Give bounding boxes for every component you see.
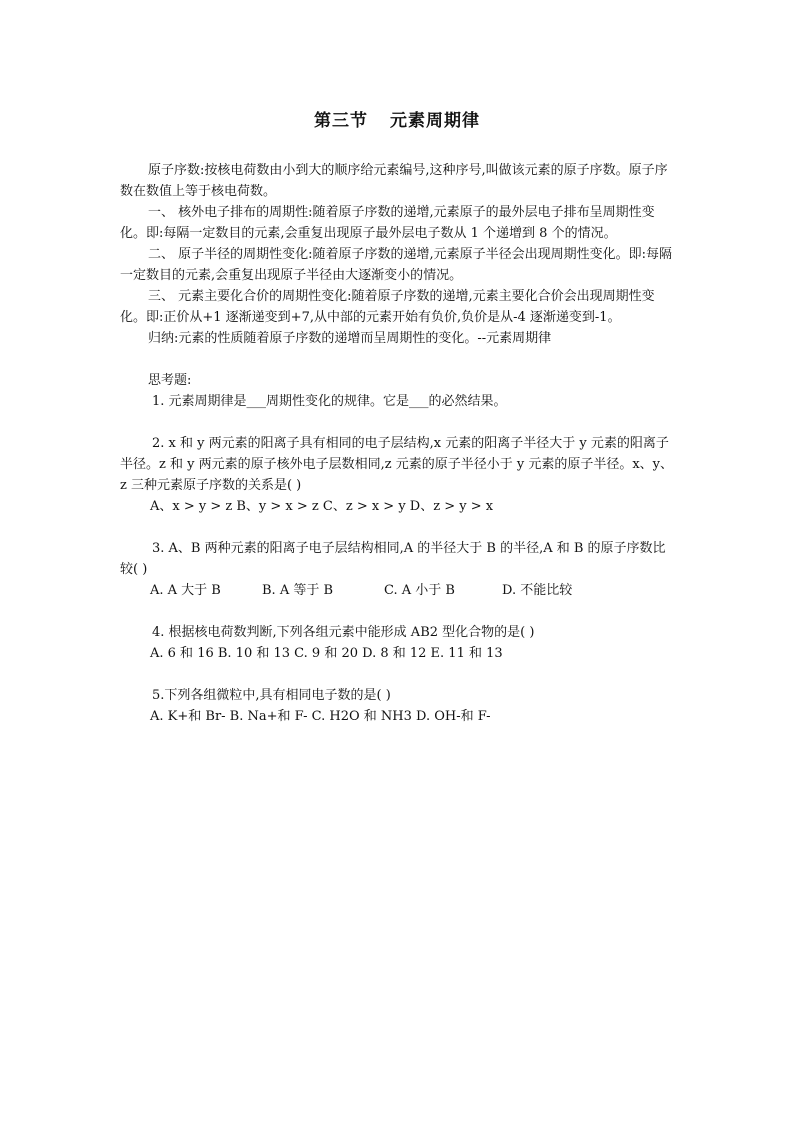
summary-paragraph: 归纳:元素的性质随着原子序数的递增而呈周期性的变化。--元素周期律 bbox=[148, 331, 552, 346]
question-1: 1. 元素周期律是___周期性变化的规律。它是___的必然结果。 bbox=[152, 394, 507, 409]
question-3-option-b: B. A 等于 B bbox=[262, 583, 334, 598]
question-2: 2. x 和 y 两元素的阳离子具有相同的电子层结构,x 元素的阳离子半径大于 y 元素的阳离子半径。z 和 y 两元素的原子核外电子层数相同,z 元素的原子半径小于 y 元素的原子半径。x、y、z 三种元素原子序数的关系是( ) bbox=[120, 436, 673, 493]
question-4: 4. 根据核电荷数判断,下列各组元素中能形成 AB2 型化合物的是( ) bbox=[152, 625, 535, 640]
question-3-option-c: C. A 小于 B bbox=[384, 583, 455, 598]
question-3-option-a: A. A 大于 B bbox=[150, 583, 221, 598]
intro-paragraph-3: 二、 原子半径的周期性变化:随着原子序数的递增,元素原子半径会出现周期性变化。即:每隔一定数目的元素,会重复出现原子半径由大逐渐变小的情况。 bbox=[120, 247, 673, 283]
page-title bbox=[0, 106, 794, 131]
question-5-options: A. K+和 Br- B. Na+和 F- C. H2O 和 NH3 D. OH-和 F- bbox=[150, 709, 491, 724]
question-5: 5.下列各组微粒中,具有相同电子数的是( ) bbox=[152, 688, 391, 703]
title-section: 第三节 bbox=[314, 111, 368, 131]
title-topic: 元素周期律 bbox=[390, 111, 480, 131]
intro-paragraph-2: 一、 核外电子排布的周期性:随着原子序数的递增,元素原子的最外层电子排布呈周期性变化。即:每隔一定数目的元素,会重复出现原子最外层电子数从 1 个递增到 8 个的情况。 bbox=[120, 205, 655, 241]
intro-paragraph-4: 三、 元素主要化合价的周期性变化:随着原子序数的递增,元素主要化合价会出现周期性变化。即:正价从+1 逐渐递变到+7,从中部的元素开始有负价,负价是从-4 逐渐递变到-1。 bbox=[120, 289, 655, 325]
question-3: 3. A、B 两种元素的阳离子电子层结构相同,A 的半径大于 B 的半径,A 和 B 的原子序数比较( ) bbox=[120, 541, 666, 577]
intro-paragraph-1: 原子序数:按核电荷数由小到大的顺序给元素编号,这种序号,叫做该元素的原子序数。原子序数在数值上等于核电荷数。 bbox=[120, 163, 668, 199]
document-body bbox=[120, 160, 678, 727]
question-3-option-d: D. 不能比较 bbox=[502, 583, 573, 598]
question-3-options bbox=[120, 580, 678, 601]
questions-header: 思考题: bbox=[148, 373, 192, 388]
question-4-options: A. 6 和 16 B. 10 和 13 C. 9 和 20 D. 8 和 12 E. 11 和 13 bbox=[150, 646, 503, 661]
question-2-options: A、x > y > z B、y > x > z C、z > x > y D、z > y > x bbox=[150, 499, 494, 514]
